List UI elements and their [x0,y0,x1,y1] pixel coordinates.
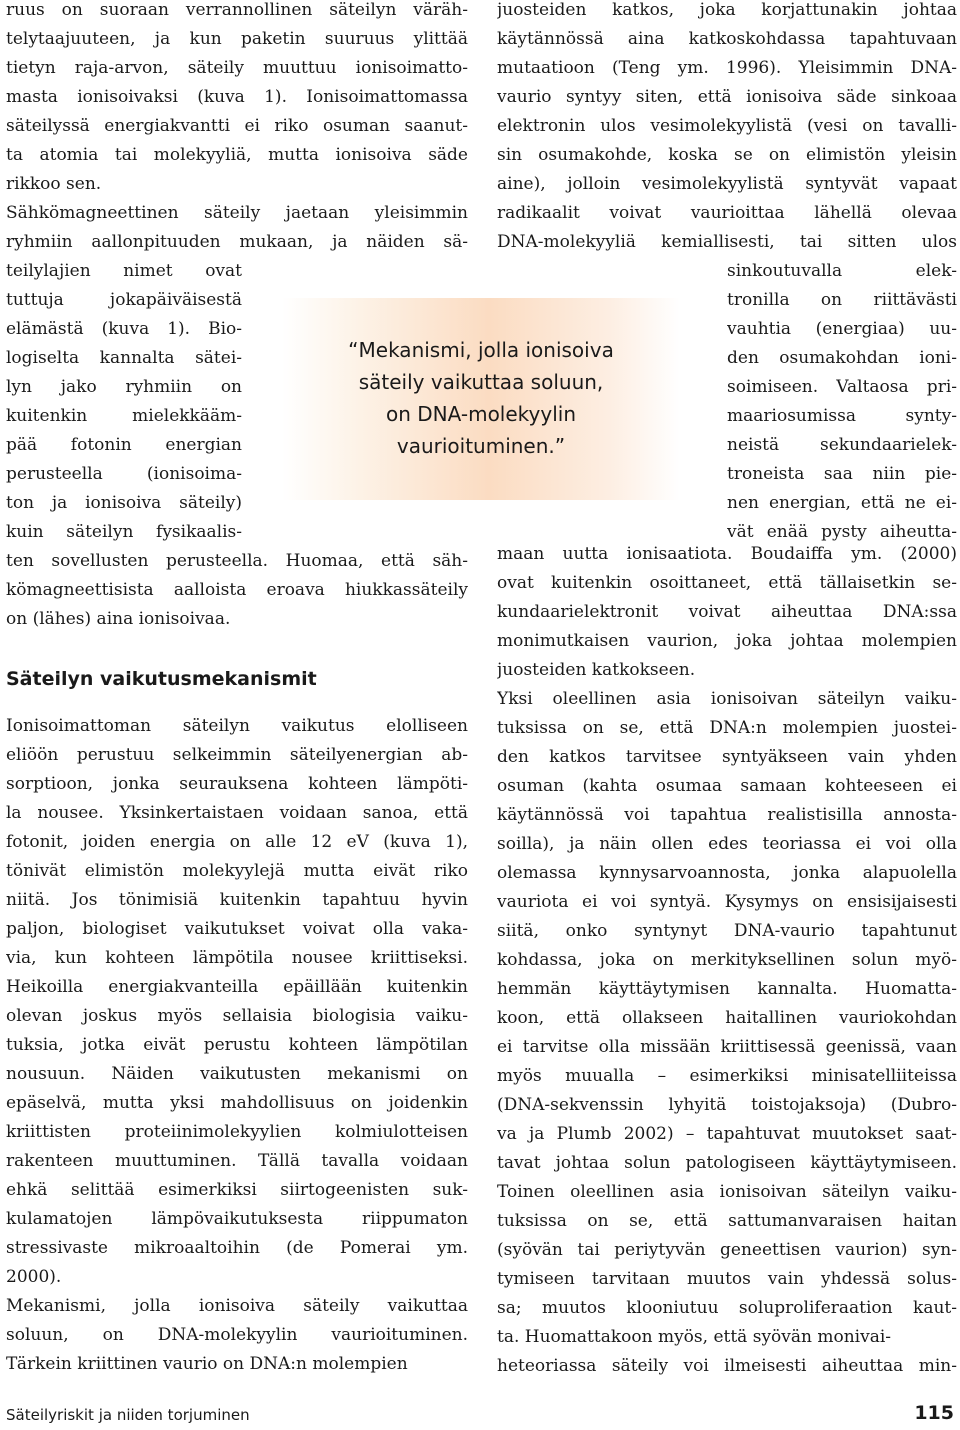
text-line: ton ja ionisoiva säteily) [6,493,242,513]
text-line: tuttuja jokapäiväisestä [6,290,242,310]
text-line: pää fotonin energian [6,435,242,455]
text-line: rikkoo sen. [6,174,102,194]
text-line: perusteella (ionisoima- [6,464,242,484]
text-line: nen energian, että ne ei- [727,493,957,513]
text-line: ovat kuitenkin osoittaneet, että tällaisetkin se- [497,573,957,593]
text-line: ten sovellusten perusteella. Huomaa, että säh- [6,551,468,571]
text-line: Tärkein kriittinen vaurio on DNA:n molempien [6,1354,408,1374]
text-line: maariosumissa synty- [727,406,957,426]
text-line: myös muualla – esimerkiksi minisatelliiteissa [497,1066,957,1086]
text-line: juosteiden katkokseen. [497,660,696,680]
text-line: ruus on suoraan verrannollinen säteilyn väräh- [6,0,468,20]
footer-title: Säteilyriskit ja niiden torjuminen [6,1406,250,1424]
pull-quote [282,298,680,500]
text-line: vauriota ei voi syntyä. Kysymys on ensisijaisesti [497,892,957,912]
text-line: va ja Plumb 2002) – tapahtuvat muutokset saat- [497,1124,957,1144]
text-line: hemmän käyttäytymisen kannalta. Huomatta- [497,979,957,999]
text-line: la nousee. Yksinkertaistaen voidaan sanoa, että [6,803,468,823]
text-line: vät enää pysty aiheutta- [727,522,957,542]
text-line: ta atomia tai molekyyliä, mutta ionisoiva säde [6,145,468,165]
text-line: troneista saa niin pie- [727,464,957,484]
text-line: tönivät elimistön molekyylejä mutta eivät riko [6,861,468,881]
text-line: tymiseen tarvitaan muutos vain yhdessä solus- [497,1269,957,1289]
text-line: radikaalit voivat vaurioittaa lähellä olevaa [497,203,957,223]
text-line: via, kun kohteen lämpötila nousee kriittiseksi. [6,948,468,968]
text-line: telytaajuuteen, ja kun paketin suuruus ylittää [6,29,468,49]
text-line: kuin säteilyn fysikaalis- [6,522,242,542]
text-line: Toinen oleellinen asia ionisoivan säteilyn vaiku- [497,1182,957,1202]
text-line: säteilyssä energiakvantti ei riko osuman saanut- [6,116,468,136]
pull-quote-line: vaurioituminen.” [396,434,566,458]
pull-quote-line: on DNA-molekyylin [386,402,576,426]
text-line: käytännössä aina katkoskohdassa tapahtuvaan [497,29,957,49]
text-line: siitä, onko syntynyt DNA-vaurio tapahtunut [497,921,957,941]
text-line: sin osumakohde, koska se on elimistön yleisin [497,145,957,165]
text-line: lyn jako ryhmiin on [6,377,242,397]
text-line: tuksissa on se, että DNA:n molempien juostei- [497,718,957,738]
text-line: den katkos tarvitsee syntyäkseen vain yhden [497,747,957,767]
text-line: kuitenkin mielekkääm- [6,406,242,426]
text-line: käytännössä voi tapahtua realistisilla annosta- [497,805,957,825]
text-line: soimiseen. Valtaosa pri- [727,377,957,397]
text-line: paljon, biologiset vaikutukset voivat olla vaka- [6,919,468,939]
text-line: stressivaste mikroaaltoihin (de Pomerai ym. [6,1238,468,1258]
text-line: ehkä selittää esimerkiksi siirtogeenisten suk- [6,1180,468,1200]
text-line: masta ionisoivaksi (kuva 1). Ionisoimattomassa [6,87,468,107]
text-line: koon, että ollakseen haitallinen vauriokohdan [497,1008,957,1028]
text-line: Sähkömagneettinen säteily jaetaan yleisimmin [6,203,468,223]
text-line: sinkoutuvalla elek- [727,261,957,281]
text-line: maan uutta ionisaatiota. Boudaiffa ym. (2000) [497,544,957,564]
text-line: kömagneettisista aalloista eroava hiukkassäteily [6,580,468,600]
text-line: fotonit, joiden energia on alle 12 eV (kuva 1), [6,832,468,852]
text-line: vauhtia (energiaa) uu- [727,319,957,339]
text-line: olevan joskus myös sellaisia biologisia vaiku- [6,1006,468,1026]
text-line: kriittisten proteiinimolekyylien kolmiulotteisen [6,1122,468,1142]
text-line: juosteiden katkos, joka korjattunakin johtaa [497,0,957,20]
text-line: Heikoilla energiakvanteilla epäillään kuitenkin [6,977,468,997]
text-line: tronilla on riittävästi [727,290,957,310]
text-line: monimutkaisen vaurion, joka johtaa molempien [497,631,957,651]
text-line: epäselvä, mutta yksi mahdollisuus on joidenkin [6,1093,468,1113]
text-line: kundaarielektronit voivat aiheuttaa DNA:ssa [497,602,957,622]
text-line: mutaatioon (Teng ym. 1996). Yleisimmin DNA- [497,58,957,78]
text-line: aine), jolloin vesimolekyylistä syntyvät vapaat [497,174,957,194]
text-line: sorptioon, jonka seurauksena kohteen lämpöti- [6,774,468,794]
text-line: vaurio syntyy siten, että ionisoiva säde sinkoaa [497,87,957,107]
text-line: Yksi oleellinen asia ionisoivan säteilyn vaiku- [497,689,957,709]
section-heading: Säteilyn vaikutusmekanismit [6,668,317,690]
pull-quote-line: säteily vaikuttaa soluun, [358,370,604,394]
text-line: den osumakohdan ioni- [727,348,957,368]
text-line: elektronin ulos vesimolekyylistä (vesi on tavalli- [497,116,957,136]
text-line: ta. Huomattakoon myös, että syövän monivai- [497,1327,892,1347]
text-line: elämästä (kuva 1). Bio- [6,319,242,339]
text-line: neistä sekundaarielek- [727,435,957,455]
text-line: on (lähes) aina ionisoivaa. [6,609,231,629]
text-line: sa; muutos klooniutuu soluproliferaation kaut- [497,1298,957,1318]
pull-quote-line: “Mekanismi, jolla ionisoiva [348,338,614,362]
text-line: soilla), ja näin ollen edes teoriassa ei voi olla [497,834,957,854]
page-number: 115 [914,1402,954,1424]
text-line: Mekanismi, jolla ionisoiva säteily vaikuttaa [6,1296,468,1316]
text-line: DNA-molekyyliä kemiallisesti, tai sitten ulos [497,232,957,252]
text-line: osuman (kahta osumaa samaan kohteeseen ei [497,776,957,796]
text-line: tietyn raja-arvon, säteily muuttuu ionisoimatto- [6,58,468,78]
text-line: tavat johtaa solun patologiseen käyttäytymiseen. [497,1153,957,1173]
text-line: tuksissa on se, että sattumanvaraisen haitan [497,1211,957,1231]
text-line: nousuun. Näiden vaikutusten mekanismi on [6,1064,468,1084]
text-line: niitä. Jos tönimisiä kuitenkin tapahtuu hyvin [6,890,468,910]
text-line: eliöön perustuu selkeimmin säteilyenergian ab- [6,745,468,765]
text-line: kohdassa, joka on merkityksellinen solun myö- [497,950,957,970]
text-line: teilylajien nimet ovat [6,261,242,281]
text-line: ei tarvitse olla missään kriittisessä geenissä, vaan [497,1037,957,1057]
text-line: (syövän tai periytyvän geneettisen vaurion) syn- [497,1240,957,1260]
text-line: Ionisoimattoman säteilyn vaikutus elolliseen [6,716,468,736]
text-line: tuksia, jotka eivät perustu kohteen lämpötilan [6,1035,468,1055]
text-line: soluun, on DNA-molekyylin vaurioituminen. [6,1325,468,1345]
text-line: 2000). [6,1267,62,1287]
text-line: kulamatojen lämpövaikutuksesta riippumaton [6,1209,468,1229]
text-line: olemassa kynnysarvoannosta, jonka alapuolella [497,863,957,883]
text-line: logiselta kannalta sätei- [6,348,242,368]
text-line: rakenteen muuttuminen. Tällä tavalla voidaan [6,1151,468,1171]
text-line: ryhmiin aallonpituuden mukaan, ja näiden sä- [6,232,468,252]
text-line: (DNA-sekvenssin lyhyitä toistojaksoja) (Dubro- [497,1095,957,1115]
text-line: heteoriassa säteily voi ilmeisesti aiheuttaa min- [497,1356,957,1376]
